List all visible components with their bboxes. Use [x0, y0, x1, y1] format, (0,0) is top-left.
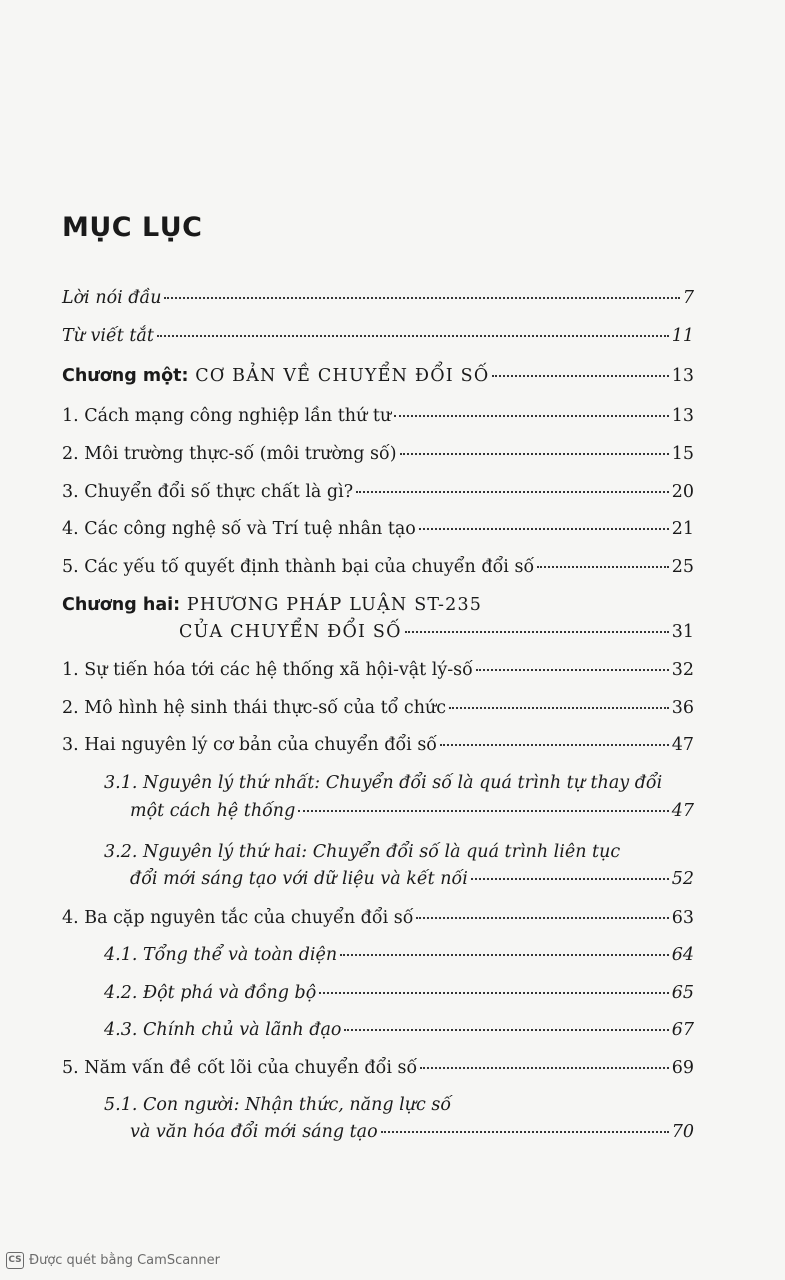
toc-entry-page: 32: [671, 660, 694, 680]
toc-entry-title: 1. Cách mạng công nghiệp lần thứ tư: [62, 406, 392, 426]
dot-leader: [416, 917, 668, 919]
toc-subentry-line1[interactable]: 5.1. Con người: Nhận thức, năng lực số: [104, 1095, 452, 1115]
toc-entry-page: 15: [671, 444, 694, 464]
toc-entry-page: 67: [671, 1020, 694, 1040]
toc-entry[interactable]: [62, 481, 694, 503]
toc-chapter-two[interactable]: [179, 621, 694, 643]
toc-entry[interactable]: [62, 518, 694, 540]
chapter-name: CƠ BẢN VỀ CHUYỂN ĐỔI SỐ: [188, 366, 490, 386]
toc-entry-title: 4.3. Chính chủ và lãnh đạo: [104, 1020, 342, 1040]
toc-entry-page: 47: [671, 801, 694, 821]
toc-chapter-two-line1[interactable]: [62, 594, 482, 616]
toc-entry-title: 1. Sự tiến hóa tới các hệ thống xã hội-vật lý-số: [62, 660, 473, 680]
toc-entry-title: một cách hệ thống: [130, 801, 296, 821]
camscanner-logo-icon: CS: [6, 1252, 24, 1269]
dot-leader: [319, 992, 668, 994]
toc-entry[interactable]: [62, 734, 694, 756]
dot-leader: [449, 707, 669, 709]
toc-entry-page: 64: [671, 945, 694, 965]
dot-leader: [381, 1131, 669, 1133]
toc-entry-page: 21: [671, 519, 694, 539]
toc-entry[interactable]: [62, 1057, 694, 1079]
dot-leader: [298, 810, 668, 812]
dot-leader: [344, 1029, 668, 1031]
toc-subentry[interactable]: [104, 1019, 694, 1041]
toc-subentry[interactable]: [130, 1121, 694, 1143]
dot-leader: [405, 631, 669, 633]
toc-entry-title: 5. Năm vấn đề cốt lõi của chuyển đổi số: [62, 1058, 418, 1078]
dot-leader: [440, 744, 669, 746]
toc-subentry-line1[interactable]: 3.2. Nguyên lý thứ hai: Chuyển đổi số là quá trình liên tục: [104, 842, 621, 862]
toc-entry-title: Từ viết tắt: [62, 326, 154, 346]
dot-leader: [419, 528, 669, 530]
toc-entry-page: 36: [671, 698, 694, 718]
toc-entry-title: 4. Các công nghệ số và Trí tuệ nhân tạo: [62, 519, 416, 539]
toc-entry[interactable]: [62, 907, 694, 929]
toc-entry[interactable]: [62, 556, 694, 578]
toc-entry-page: 20: [671, 482, 694, 502]
toc-entry-title: 4. Ba cặp nguyên tắc của chuyển đổi số: [62, 908, 414, 928]
toc-entry-page: 70: [671, 1122, 694, 1142]
chapter-name: PHƯƠNG PHÁP LUẬN ST-235: [180, 595, 483, 615]
toc-entry-title: 5. Các yếu tố quyết định thành bại của chuyển đổi số: [62, 557, 535, 577]
dot-leader: [157, 335, 669, 337]
dot-leader: [340, 954, 669, 956]
dot-leader: [471, 878, 669, 880]
toc-title: MỤC LỤC: [62, 212, 203, 243]
toc-entry-title: và văn hóa đổi mới sáng tạo: [130, 1122, 378, 1142]
toc-subentry[interactable]: [104, 944, 694, 966]
dot-leader: [537, 566, 669, 568]
toc-entry-title: 3. Hai nguyên lý cơ bản của chuyển đổi số: [62, 735, 438, 755]
toc-entry[interactable]: [62, 405, 694, 427]
toc-entry-title: đổi mới sáng tạo với dữ liệu và kết nối: [130, 869, 468, 889]
dot-leader: [420, 1067, 669, 1069]
toc-entry-title: 3. Chuyển đổi số thực chất là gì?: [62, 482, 354, 502]
toc-entry-page: 31: [671, 622, 694, 642]
toc-entry-title: 4.2. Đột phá và đồng bộ: [104, 983, 317, 1003]
dot-leader: [164, 297, 679, 299]
toc-entry-page: 63: [671, 908, 694, 928]
toc-entry-page: 13: [671, 366, 694, 386]
toc-entry-page: 11: [671, 326, 694, 346]
toc-entry-page: 69: [671, 1058, 694, 1078]
toc-entry-page: 25: [671, 557, 694, 577]
scanner-watermark: [6, 1252, 220, 1269]
toc-chapter-one[interactable]: [62, 365, 694, 387]
dot-leader: [394, 415, 669, 417]
toc-entry-page: 65: [671, 983, 694, 1003]
toc-subentry[interactable]: [130, 868, 694, 890]
toc-entry[interactable]: [62, 443, 694, 465]
toc-entry-page: 13: [671, 406, 694, 426]
toc-entry-abbreviations[interactable]: [62, 325, 694, 347]
toc-entry-title: 2. Mô hình hệ sinh thái thực-số của tổ chức: [62, 698, 447, 718]
dot-leader: [476, 669, 669, 671]
toc-entry[interactable]: [62, 697, 694, 719]
dot-leader: [400, 453, 669, 455]
toc-subentry-line1[interactable]: 3.1. Nguyên lý thứ nhất: Chuyển đổi số là quá trình tự thay đổi: [104, 773, 663, 793]
toc-entry-preface[interactable]: [62, 287, 694, 309]
toc-subentry[interactable]: [104, 982, 694, 1004]
toc-entry-title: Lời nói đầu: [62, 288, 162, 308]
chapter-label: Chương hai:: [62, 595, 181, 615]
dot-leader: [356, 491, 669, 493]
toc-entry-page: 7: [682, 288, 694, 308]
chapter-name-cont: CỦA CHUYỂN ĐỔI SỐ: [179, 622, 402, 642]
watermark-text: Được quét bằng CamScanner: [29, 1253, 221, 1268]
dot-leader: [492, 375, 668, 377]
toc-entry-title: 2. Môi trường thực-số (môi trường số): [62, 444, 397, 464]
toc-entry[interactable]: [62, 659, 694, 681]
chapter-label: Chương một:: [62, 366, 189, 386]
toc-entry-title: 4.1. Tổng thể và toàn diện: [104, 945, 338, 965]
toc-subentry[interactable]: [130, 800, 694, 822]
toc-entry-page: 52: [671, 869, 694, 889]
toc-entry-page: 47: [671, 735, 694, 755]
